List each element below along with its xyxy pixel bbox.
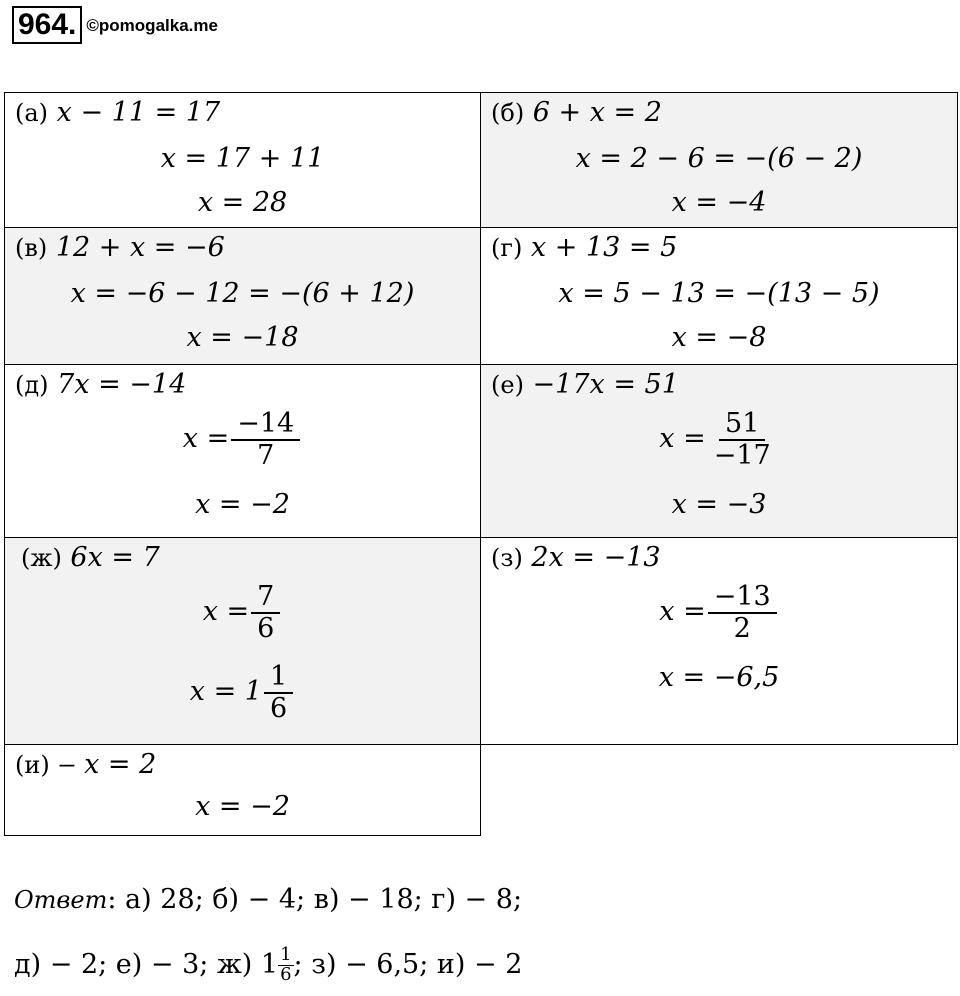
cell-e-result: x = −3 <box>671 489 767 520</box>
answer-fraction <box>278 946 293 985</box>
cell-e-step-left: x = <box>659 423 706 455</box>
cell-a-equation: x − 11 = 17 <box>56 97 221 128</box>
cell-zh-result-denominator: 6 <box>270 692 288 724</box>
cell-d-numerator: −14 <box>231 409 300 441</box>
cell-i-equation: ‒ x = 2 <box>58 749 157 780</box>
cell-z-label: (з) <box>491 544 523 572</box>
cell-b-result: x = −4 <box>671 187 767 218</box>
cell-zh-result-left: x = 1 <box>189 676 262 708</box>
cell-zh-result-numerator: 1 <box>264 662 293 694</box>
cell-a-label: (а) <box>15 99 49 127</box>
cell-e-numerator: 51 <box>719 409 765 441</box>
cell-e <box>480 364 958 538</box>
cell-d <box>4 364 481 538</box>
cell-d-label: (д) <box>15 371 49 399</box>
cell-z-result: x = −6,5 <box>658 662 780 693</box>
header <box>12 6 218 44</box>
site-watermark: ©pomogalka.me <box>86 16 218 35</box>
cell-v <box>4 227 481 365</box>
answer-line-2 <box>14 946 522 985</box>
cell-z-fraction <box>708 582 777 643</box>
cell-z-numerator: −13 <box>708 582 777 614</box>
answer-text-1: : а) 28; б) − 4; в) − 18; г) − 8; <box>107 884 523 915</box>
cell-z <box>480 537 958 745</box>
cell-a-result: x = 28 <box>197 187 288 218</box>
answer-denominator: 6 <box>280 963 292 985</box>
cell-b-label: (б) <box>491 99 525 127</box>
cell-z-equation: 2x = −13 <box>531 542 661 573</box>
cell-a-step: x = 17 + 11 <box>160 143 325 174</box>
answer-text-2-post: ; з) − 6,5; и) − 2 <box>293 948 523 980</box>
cell-v-result: x = −18 <box>186 322 299 353</box>
cell-zh-denominator: 6 <box>257 612 275 644</box>
cell-b-equation: 6 + x = 2 <box>532 97 662 128</box>
cell-g-equation: x + 13 = 5 <box>530 232 678 263</box>
cell-e-denominator: −17 <box>713 439 771 471</box>
cell-i-label: (и) <box>15 751 50 779</box>
cell-d-result: x = −2 <box>195 489 290 520</box>
cell-g-result: x = −8 <box>671 322 767 353</box>
cell-g-step: x = 5 − 13 = −(13 − 5) <box>558 278 880 309</box>
cell-z-denominator: 2 <box>733 612 751 644</box>
cell-e-equation: −17x = 51 <box>532 369 679 400</box>
cell-zh-numerator: 7 <box>251 582 280 614</box>
cell-v-equation: 12 + x = −6 <box>55 232 225 263</box>
cell-v-label: (в) <box>15 234 48 262</box>
problem-number: 964. <box>12 6 82 44</box>
cell-zh-fraction <box>251 582 280 643</box>
cell-zh-result-fraction <box>264 662 293 723</box>
cell-b-step: x = 2 − 6 = −(6 − 2) <box>575 143 863 174</box>
cell-e-label: (е) <box>491 371 524 399</box>
cell-v-step: x = −6 − 12 = −(6 + 12) <box>70 278 415 309</box>
cell-g-label: (г) <box>491 234 523 262</box>
cell-i-result: x = −2 <box>195 791 290 822</box>
answer-numerator: 1 <box>280 944 292 965</box>
cell-d-step-left: x = <box>182 423 230 455</box>
cell-d-fraction <box>231 409 300 470</box>
cell-zh-step-left: x = <box>202 596 250 628</box>
cell-zh-equation: 6x = 7 <box>70 542 160 573</box>
cell-d-denominator: 7 <box>257 439 275 471</box>
answer-line-1 <box>14 884 522 915</box>
cell-i <box>4 744 481 836</box>
answer-text-2-pre: д) − 2; е) − 3; ж) 1 <box>14 948 279 980</box>
cell-e-fraction <box>708 409 777 470</box>
answer-label: Ответ <box>14 886 108 914</box>
cell-zh-label: (ж) <box>21 544 62 572</box>
cell-d-equation: 7x = −14 <box>57 369 187 400</box>
cell-z-step-left: x = <box>659 596 706 628</box>
cell-b <box>480 92 958 228</box>
cell-g <box>480 227 958 365</box>
cell-a <box>4 92 481 228</box>
cell-zh <box>4 537 481 745</box>
